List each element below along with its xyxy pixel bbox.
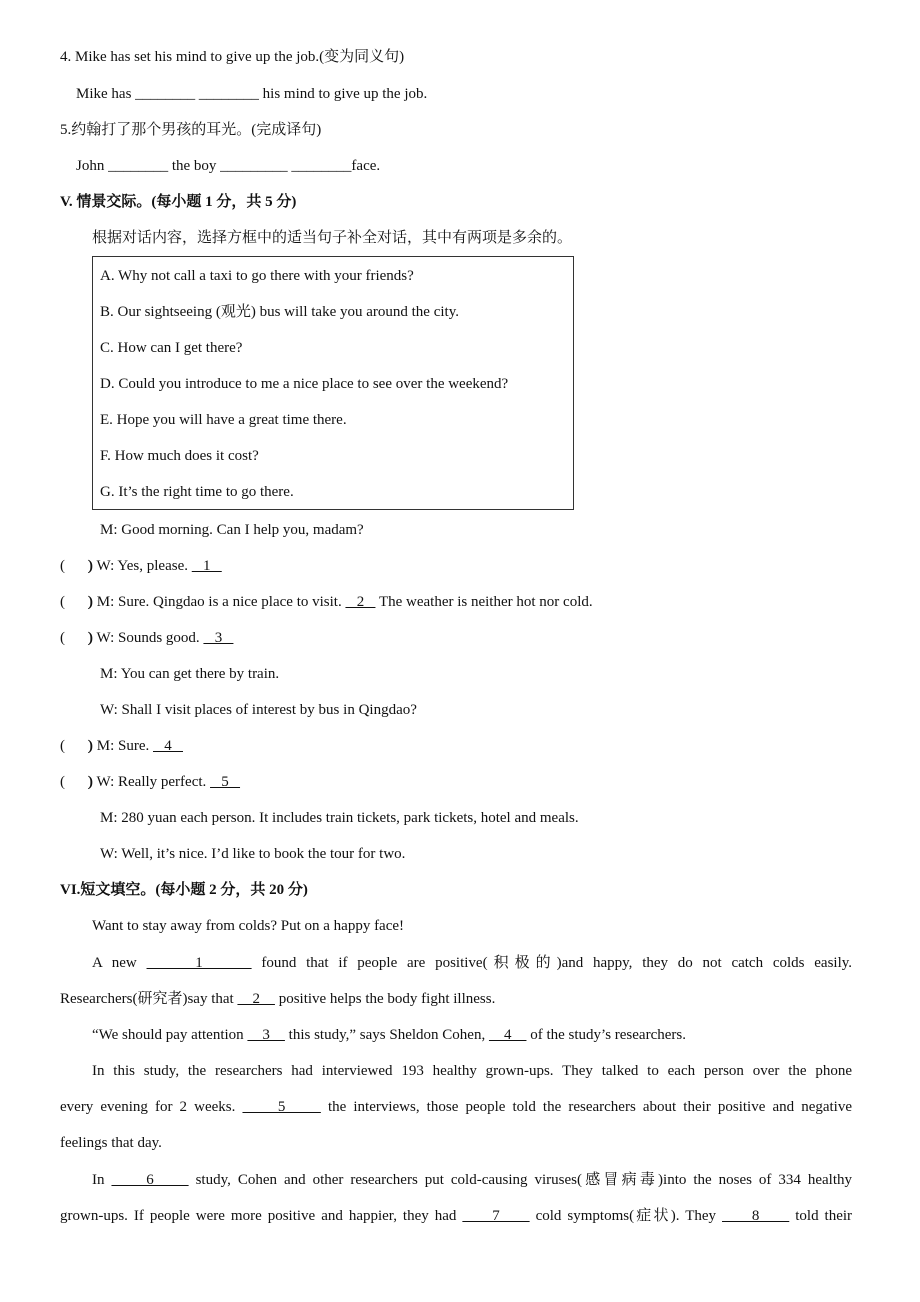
option-c: C. How can I get there?	[100, 340, 243, 356]
dialogue-w4-text: ) W: Really perfect.	[88, 774, 207, 790]
answer-paren-4: ( )	[60, 738, 93, 754]
dialogue-w2-text: ) W: Sounds good.	[88, 630, 200, 646]
passage-blank-8: 8	[722, 1208, 790, 1224]
passage-p4-line1	[92, 1170, 852, 1190]
dialogue-w5: W: Well, it’s nice. I’d like to book the tour for two.	[100, 846, 406, 862]
passage-p3-line1: In this study, the researchers had interviewed 193 healthy grown-ups. They talked to each person over the phone	[92, 1063, 852, 1079]
option-g: G. It’s the right time to go there.	[100, 484, 294, 500]
option-d: D. Could you introduce to me a nice place to see over the weekend?	[100, 376, 509, 392]
blank-1: 1	[191, 558, 222, 574]
passage-p1-line2	[60, 989, 495, 1009]
p1-text-c: Researchers(研究者)say that	[60, 991, 234, 1007]
passage-blank-6: 6	[111, 1172, 189, 1188]
p4-text-d: cold symptoms(症状). They	[535, 1208, 717, 1224]
blank-4: 4	[153, 738, 183, 754]
q5-prompt: 5.约翰打了那个男孩的耳光。(完成译句)	[60, 122, 322, 138]
dialogue-m1: M: Good morning. Can I help you, madam?	[100, 522, 364, 538]
dialogue-w4	[88, 772, 240, 792]
p1-text-d: positive helps the body fight illness.	[278, 991, 496, 1007]
p1-text-b: found that if people are positive(积极的)and happy, they do not catch colds easily.	[261, 955, 853, 971]
dialogue-m4	[88, 736, 183, 756]
passage-title-line: Want to stay away from colds? Put on a happy face!	[92, 918, 405, 934]
p3-text-b: every evening for 2 weeks.	[60, 1099, 236, 1115]
p4-text-c: grown-ups. If people were more positive and happier, they had	[60, 1208, 457, 1224]
passage-p2	[92, 1025, 686, 1045]
dialogue-w2	[88, 628, 233, 648]
answer-paren-2: ( )	[60, 594, 93, 610]
option-f: F. How much does it cost?	[100, 448, 259, 464]
blank-5: 5	[210, 774, 241, 790]
answer-paren-3: ( )	[60, 630, 93, 646]
dialogue-w1	[88, 556, 222, 576]
answer-paren-5: ( )	[60, 774, 93, 790]
blank-3: 3	[203, 630, 234, 646]
section5-instruction: 根据对话内容，选择方框中的适当句子补全对话，其中有两项是多余的。	[92, 230, 573, 246]
q4-prompt: 4. Mike has set his mind to give up the job.(变为同义句)	[60, 49, 405, 65]
dialogue-m5: M: 280 yuan each person. It includes train tickets, park tickets, hotel and meals.	[100, 810, 579, 826]
p4-text-e: told their	[795, 1208, 853, 1224]
passage-blank-2: 2	[237, 991, 275, 1007]
q4-answer-line: Mike has ________ ________ his mind to give up the job.	[76, 86, 428, 102]
passage-blank-5: 5	[242, 1099, 321, 1115]
passage-blank-4: 4	[488, 1027, 527, 1043]
dialogue-m2-tail: The weather is neither hot nor cold.	[378, 594, 593, 610]
p3-text-c: the interviews, those people told the researchers about their positive and negative	[327, 1099, 853, 1115]
option-a: A. Why not call a taxi to go there with your friends?	[100, 268, 414, 284]
option-b: B. Our sightseeing (观光) bus will take you around the city.	[100, 304, 459, 320]
p4-text-a: In	[92, 1172, 105, 1188]
section5-heading: V. 情景交际。(每小题 1 分，共 5 分)	[60, 194, 297, 210]
dialogue-m2-text: ) M: Sure. Qingdao is a nice place to visit.	[88, 594, 342, 610]
passage-blank-1: 1	[146, 955, 252, 971]
p1-text-a: A new	[92, 955, 137, 971]
p2-text-b: this study,” says Sheldon Cohen,	[288, 1027, 486, 1043]
option-e: E. Hope you will have a great time there.	[100, 412, 347, 428]
dialogue-m4-text: ) M: Sure.	[88, 738, 150, 754]
answer-paren-1: ( )	[60, 558, 93, 574]
passage-p1-line1	[92, 953, 852, 973]
dialogue-w3: W: Shall I visit places of interest by bus in Qingdao?	[100, 702, 417, 718]
p2-text-c: of the study’s researchers.	[530, 1027, 686, 1043]
dialogue-m3: M: You can get there by train.	[100, 666, 280, 682]
dialogue-w1-text: ) W: Yes, please.	[88, 558, 188, 574]
q5-answer-line: John ________ the boy _________ ________face.	[76, 158, 381, 174]
passage-blank-3: 3	[247, 1027, 285, 1043]
section6-heading: VI.短文填空。(每小题 2 分，共 20 分)	[60, 882, 308, 898]
passage-blank-7: 7	[462, 1208, 530, 1224]
passage-p4-line2	[60, 1206, 852, 1226]
p4-text-b: study, Cohen and other researchers put cold-causing viruses(感冒病毒)into the noses of 334 healthy	[195, 1172, 853, 1188]
passage-p3-line3: feelings that day.	[60, 1135, 162, 1151]
blank-2: 2	[345, 594, 376, 610]
p2-text-a: “We should pay attention	[92, 1027, 244, 1043]
dialogue-m2	[88, 592, 593, 612]
passage-p3-line2	[60, 1097, 852, 1117]
